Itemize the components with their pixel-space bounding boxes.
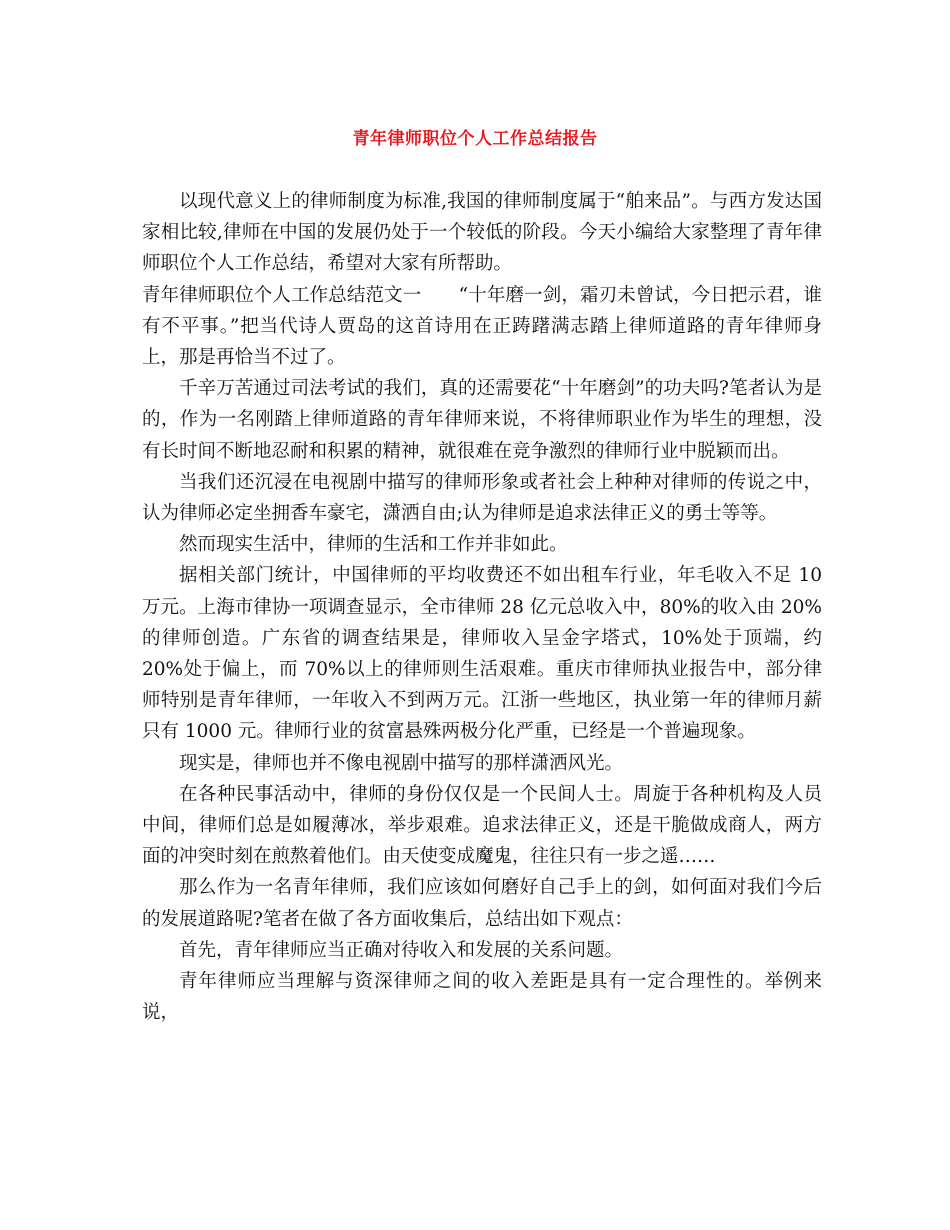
paragraph-intro: 以现代意义上的律师制度为标准,我国的律师制度属于“舶来品”。与西方发达国家相比较,律师在中国的发展仍处于一个较低的阶段。今天小编给大家整理了青年律师职位个人工作总结，希望对大家有所帮助。 xyxy=(142,191,822,275)
paragraph-not-glamorous: 现实是，律师也并不像电视剧中描写的那样潇洒风光。 xyxy=(179,752,624,774)
paragraph-sample-heading: 青年律师职位个人工作总结范文一 “十年磨一剑，霜刃未曾试，今日把示君，谁有不平事。”把当代诗人贾岛的这首诗用在正踌躇满志踏上律师道路的青年律师身上，那是再恰当不过了。 xyxy=(142,284,822,369)
paragraph-income-gap: 青年律师应当理解与资深律师之间的收入差距是具有一定合理性的。举例来说， xyxy=(142,971,822,1024)
document-title: 青年律师职位个人工作总结报告 xyxy=(352,129,598,149)
paragraph-image: 当我们还沉浸在电视剧中描写的律师形象或者社会上种种对律师的传说之中，认为律师必定坐拥香车豪宅，潇洒自由;认为律师是追求法律正义的勇士等等。 xyxy=(142,471,822,525)
document-body xyxy=(142,186,822,1028)
paragraph-exam: 千辛万苦通过司法考试的我们，真的还需要花“十年磨剑”的功夫吗?笔者认为是的，作为一名刚踏上律师道路的青年律师来说，不将律师职业作为毕生的理想，没有长时间不断地忍耐和积累的精神，就很难在竞争激烈的律师行业中脱颖而出。 xyxy=(142,378,822,462)
paragraph-statistics: 据相关部门统计，中国律师的平均收费还不如出租车行业，年毛收入不足 10 万元。上海市律协一项调查显示，全市律师 28 亿元总收入中，80%的收入由 20%的律师创造。广东省的调查结果是，律师收入呈金字塔式，10%处于顶端，约 20%处于偏上，而 70%以上的律师则生活艰难。重庆市律师执业报告中，部分律师特别是青年律师，一年收入不到两万元。江浙一些地区，执业第一年的律师月薪只有 1000 元。律师行业的贫富悬殊两极分化严重，已经是一个普遍现象。 xyxy=(142,565,822,743)
paragraph-civil-activities: 在各种民事活动中，律师的身份仅仅是一个民间人士。周旋于各种机构及人员中间，律师们总是如履薄冰，举步艰难。追求法律正义，还是干脆做成商人，两方面的冲突时刻在煎熬着他们。由天使变成魔鬼，往往只有一步之遥…… xyxy=(142,783,822,868)
paragraph-question: 那么作为一名青年律师，我们应该如何磨好自己手上的剑，如何面对我们今后的发展道路呢?笔者在做了各方面收集后，总结出如下观点： xyxy=(142,877,822,930)
paragraph-first-point: 首先，青年律师应当正确对待收入和发展的关系问题。 xyxy=(179,939,624,961)
paragraph-reality: 然而现实生活中，律师的生活和工作并非如此。 xyxy=(179,534,568,556)
